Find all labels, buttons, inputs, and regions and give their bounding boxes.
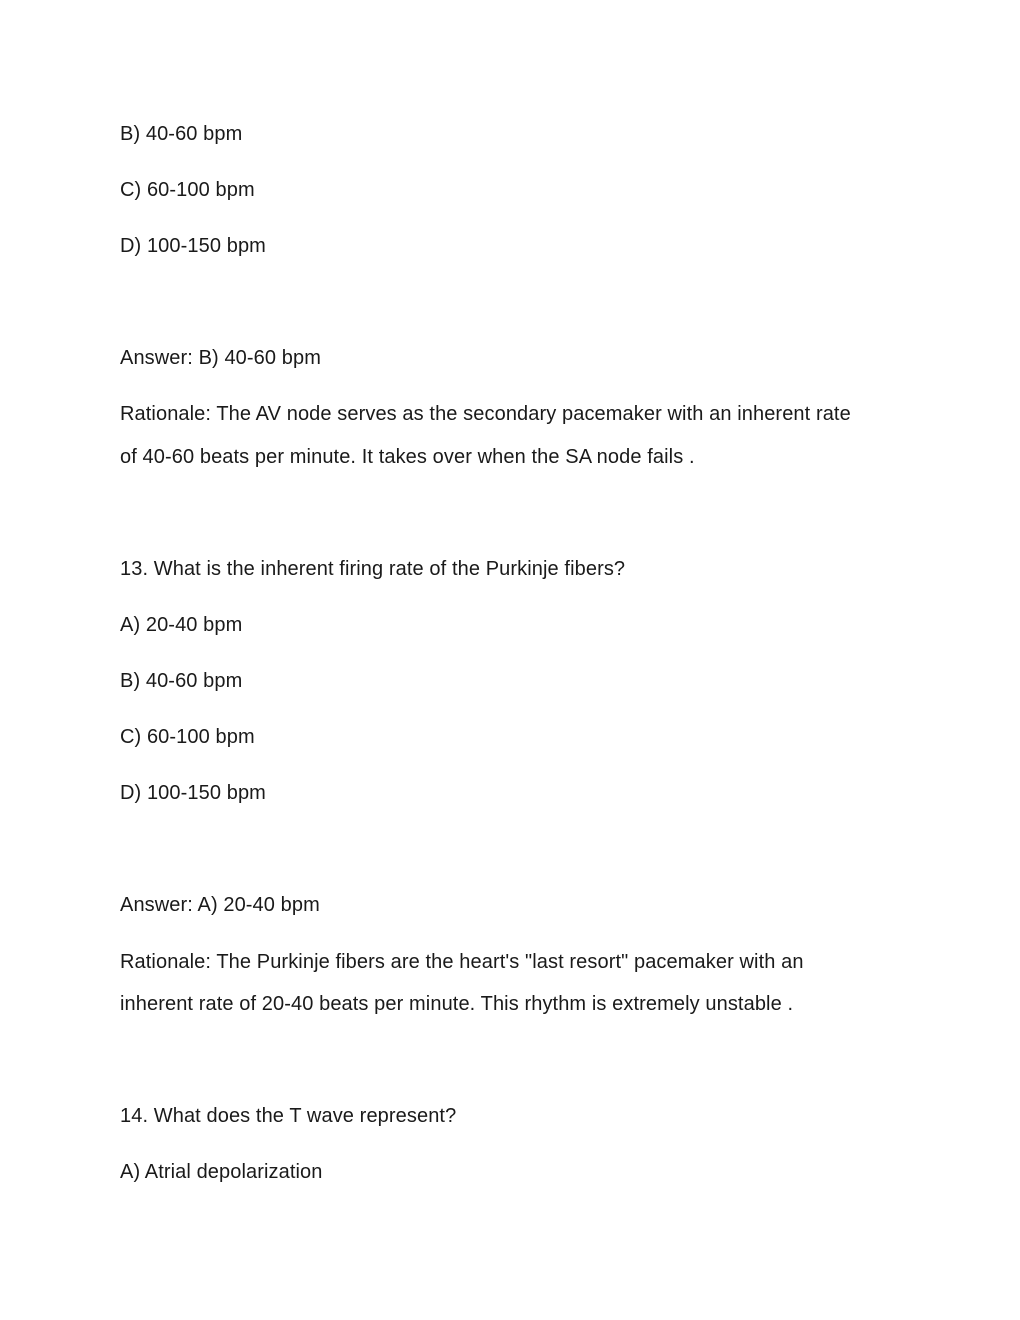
q13-option-b: B) 40-60 bpm — [120, 670, 243, 692]
q13-rationale-line-1: Rationale: The Purkinje fibers are the heart's "last resort" pacemaker with an — [120, 951, 804, 973]
q13-answer: Answer: A) 20-40 bpm — [120, 894, 320, 916]
q12-answer: Answer: B) 40-60 bpm — [120, 347, 321, 369]
q13-option-a: A) 20-40 bpm — [120, 614, 243, 636]
q14-option-a: A) Atrial depolarization — [120, 1161, 323, 1183]
q13-option-d: D) 100-150 bpm — [120, 782, 266, 804]
q12-option-b: B) 40-60 bpm — [120, 123, 243, 145]
q12-rationale-line-1: Rationale: The AV node serves as the secondary pacemaker with an inherent rate — [120, 403, 851, 425]
q13-rationale-line-2: inherent rate of 20-40 beats per minute. This rhythm is extremely unstable . — [120, 993, 794, 1015]
q13-question: 13. What is the inherent firing rate of the Purkinje fibers? — [120, 558, 626, 580]
q12-option-c: C) 60-100 bpm — [120, 179, 255, 201]
q14-question: 14. What does the T wave represent? — [120, 1105, 457, 1127]
q13-option-c: C) 60-100 bpm — [120, 726, 255, 748]
q12-option-d: D) 100-150 bpm — [120, 235, 266, 257]
q12-rationale-line-2: of 40-60 beats per minute. It takes over when the SA node fails . — [120, 446, 695, 468]
